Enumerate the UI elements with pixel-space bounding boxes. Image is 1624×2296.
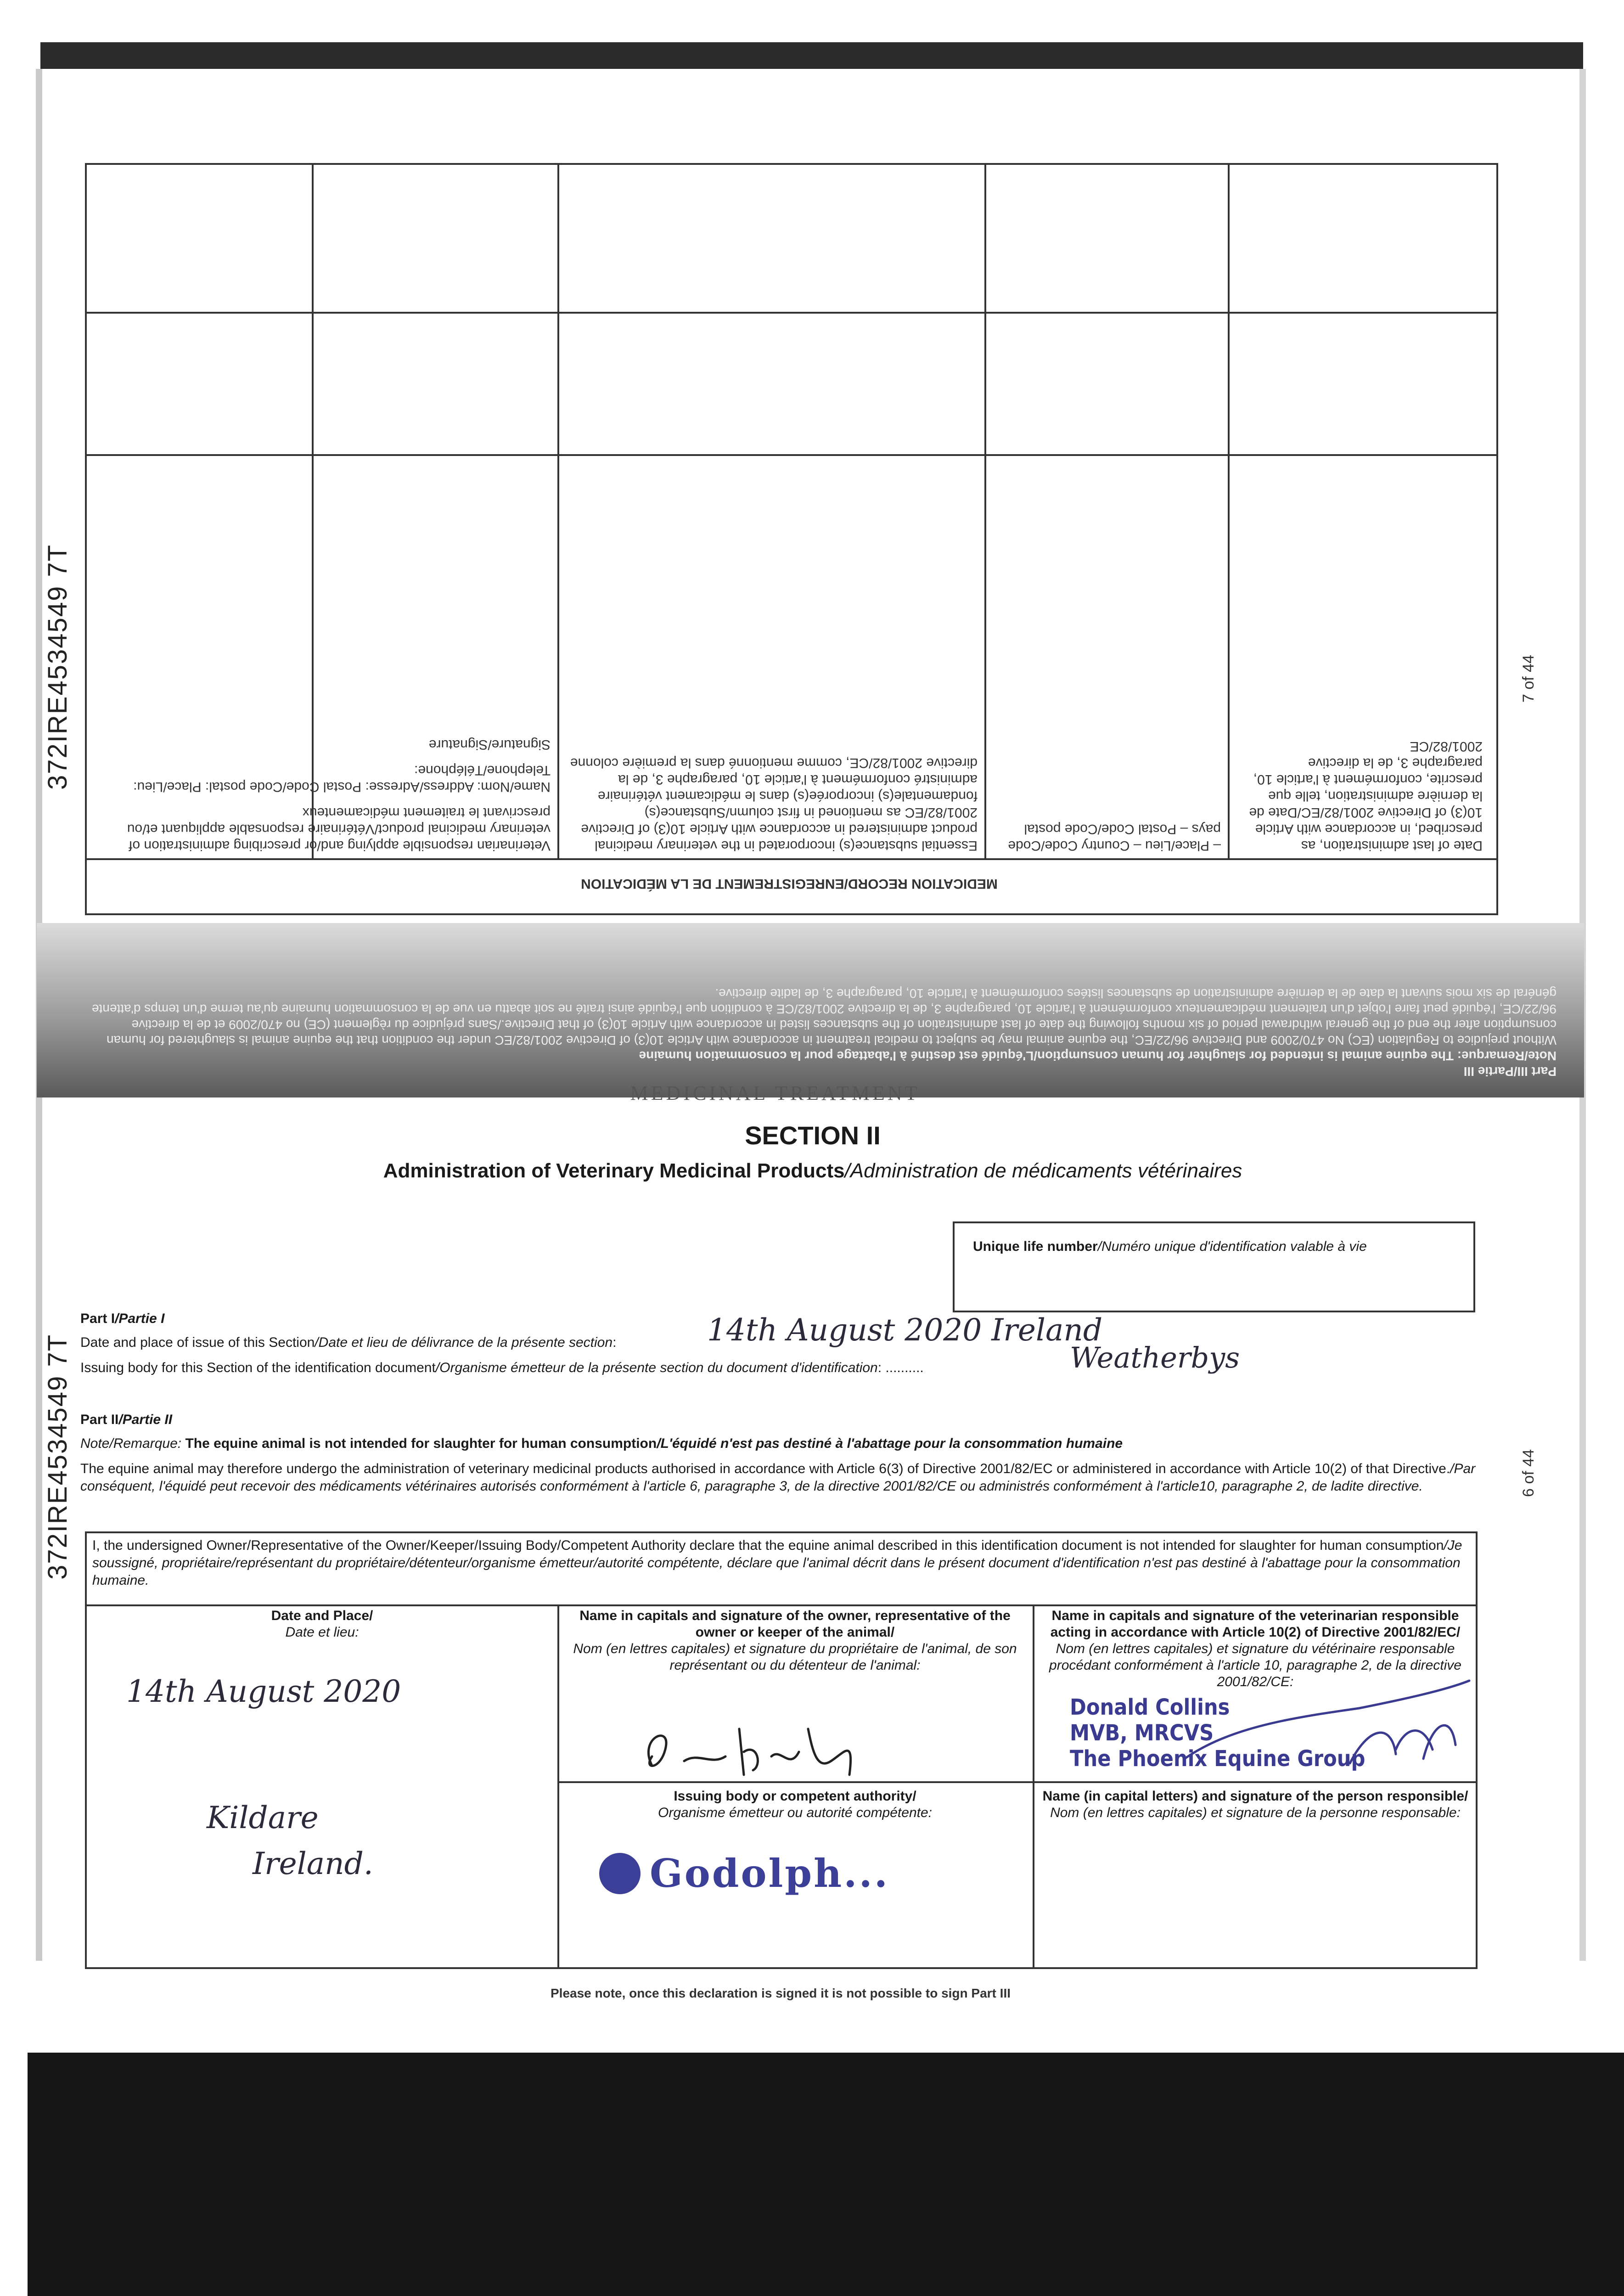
- section-title: SECTION II: [745, 1121, 881, 1150]
- table-row-divider: [87, 312, 1496, 314]
- declaration-text-fr: /Je soussigné, propriétaire/représentant du propriétaire/détenteur/organisme émetteur/autorité compétente, déclare que l'animal décrit dans le présent document d'identification n'est pas destiné à l'abattage pour la consommation humaine.: [92, 1538, 1462, 1588]
- part1-label: [80, 1311, 164, 1327]
- person-col-label-fr: Nom (en lettres capitales) et signature de la personne responsable:: [1050, 1805, 1461, 1820]
- owner-col-label-en: Name in capitals and signature of the owner, representative of the owner or keeper of the animal/: [579, 1608, 1011, 1640]
- part2-paragraph-fr: /Par conséquent, l'équidé peut recevoir des médicaments vétérinaires autorisés conformément à l'article 6, paragraphe 3, de la directive 2001/82/CE ou administrés conformément à l'article10, paragraphe 2, de ladite directive.: [80, 1461, 1476, 1494]
- part2-label: [80, 1412, 172, 1428]
- date-place-label-fr: /Date et lieu de délivrance de la présente section: [315, 1335, 613, 1350]
- date-place-issue-label: Date and place of issue of this Section/Date et lieu de délivrance de la présente section:: [80, 1335, 617, 1350]
- declaration-col-divider: [1033, 1604, 1034, 1967]
- declaration-place-line1: Kildare: [207, 1800, 319, 1835]
- owner-signature-mark: [634, 1711, 891, 1784]
- uln-label-fr: /Numéro unique d'identification valable à vie: [1097, 1239, 1367, 1254]
- issuing-body-label-fr: /Organisme émetteur de la présente section du document d'identification: [435, 1360, 878, 1375]
- vet-stamp-practice: The Phoenix Equine Group: [1070, 1746, 1366, 1772]
- section-subtitle-en: Administration of Veterinary Medicinal Products: [383, 1159, 845, 1182]
- part2-note-prefix: Note/Remarque:: [80, 1436, 185, 1451]
- declaration-date-value: 14th August 2020: [126, 1674, 401, 1709]
- date-place-col-header: [87, 1608, 557, 1641]
- medication-record-table: [85, 163, 1498, 915]
- date-place-col-label-fr: Date et lieu:: [285, 1625, 359, 1640]
- person-col-header: [1040, 1788, 1471, 1821]
- upper-table-title: [91, 863, 1487, 904]
- date-place-col-label-en: Date and Place/: [271, 1608, 373, 1623]
- upper-col-place: [991, 459, 1221, 854]
- upper-id-code: 372IRE4534549 7T: [43, 544, 73, 790]
- owner-col-label-fr: Nom (en lettres capitales) et signature du propriétaire de l'animal, de son représentant ou du détenteur de l'animal:: [573, 1641, 1017, 1673]
- medicinal-treatment-banner: MEDICINAL TREATMENT: [630, 1082, 920, 1104]
- part2-label-en: Part II: [80, 1412, 119, 1427]
- declaration-place-line2: Ireland.: [253, 1846, 373, 1881]
- godolphin-logo-icon: [599, 1853, 641, 1894]
- upper-col-date-text: Date of last administration, as prescribed, in accordance with Article 10(3) of Directive 2001/82/EC/Date de la dernière administration, telle que prescrite, conformément à l'article 10, paragraphe 3, de la directive 2001/82/CE: [1249, 739, 1483, 853]
- part2-label-fr: /Partie II: [118, 1412, 173, 1427]
- owner-col-header: [564, 1608, 1026, 1674]
- table-row-divider: [87, 454, 1496, 456]
- issuing-body-col-header: [564, 1788, 1026, 1821]
- upper-part3-body: Without prejudice to Regulation (EC) No 470/2009 and Directive 96/22/EC, the equine animal may be subject to medical treatment in accordance with Article 10(3) of Directive 2001/82/EC under the condition that the equine animal is slaughtered for human consumption after the end of the general withdrawal period of six months following the date of last administration of the substances listed in accordance with Article 10(3) of that Directive./Sans préjudice du règlement (CE) no 470/2009 et de la directive 96/22/CE, l'équidé peut faire l'objet d'un traitement médicamenteux conformément à l'article 10, paragraphe 3, de la directive 2001/82/CE à condition que l'équidé ainsi traité ne soit abattu en vue de la consommation humaine qu'au terme d'un temps d'attente général de six mois suivant la date de la dernière administration de substances listées conformément à l'article 10, paragraphe 3, de ladite directive.: [91, 986, 1557, 1047]
- scan-bottom-bar: [28, 2053, 1624, 2296]
- table-row-divider: [87, 858, 1496, 860]
- godolphin-logo-text: Godolph...: [650, 1851, 889, 1896]
- section-subtitle: [285, 1159, 1341, 1182]
- upper-col-substances-text: Essential substance(s) incorporated in the veterinary medicinal product administered in accordance with Article 10(3) of Directive 2001/82/EC as mentioned in first column/Substance(s) fondamentale(s) incorporée(s) dans le médicament vétérinaire administré conformément à l'article 10, paragraphe 3, de la directive 2001/82/CE, comme mentionné dans la première colonne: [570, 755, 978, 853]
- part2-paragraph: [80, 1460, 1476, 1495]
- table-col-divider: [1228, 165, 1230, 858]
- unique-life-number-box: [953, 1221, 1475, 1312]
- lower-page-number: 6 of 44: [1520, 1449, 1537, 1497]
- date-place-label-en: Date and place of issue of this Section: [80, 1335, 315, 1350]
- uln-label-en: Unique life number: [973, 1239, 1098, 1254]
- upper-col-date: [1235, 459, 1483, 854]
- vet-col-label-en: Name in capitals and signature of the veterinarian responsible acting in accordance with Article 10(2) of Directive 2001/82/EC/: [1050, 1608, 1461, 1640]
- upper-col-substances: [564, 459, 978, 854]
- upper-part3-text: [73, 928, 1557, 1079]
- person-col-label-en: Name (in capital letters) and signature of the person responsible/: [1042, 1789, 1468, 1804]
- upper-col-place-text: – Place/Lieu – Country Code/Code pays – Postal Code/Code postal: [1008, 822, 1221, 853]
- declaration-text-en: I, the undersigned Owner/Representative of the Owner/Keeper/Issuing Body/Competent Authority declare that the equine animal described in this identification document is not intended for slaughter for human consumption: [92, 1538, 1444, 1553]
- part1-label-fr: /Partie I: [115, 1311, 165, 1326]
- lower-id-code: 372IRE4534549 7T: [43, 1334, 73, 1580]
- part2-note-fr: /L'équidé n'est pas destiné à l'abattage pour la consommation humaine: [657, 1436, 1123, 1451]
- declaration-text: [92, 1537, 1470, 1589]
- declaration-footnote: Please note, once this declaration is signed it is not possible to sign Part III: [551, 1986, 1011, 2000]
- vet-stamp-name: Donald Collins: [1070, 1694, 1230, 1720]
- upper-col-veterinarian: [91, 459, 551, 854]
- vet-stamp-qualifications: MVB, MRCVS: [1070, 1720, 1214, 1746]
- scan-top-bar: [40, 42, 1583, 69]
- declaration-divider: [87, 1604, 1476, 1606]
- part2-paragraph-en: The equine animal may therefore undergo the administration of veterinary medicinal products authorised in accordance with Article 6(3) of Directive 2001/82/EC or administered in accordance with Article 10(2) of that Directive.: [80, 1461, 1450, 1476]
- issuing-body-col-label-fr: Organisme émetteur ou autorité compétente:: [658, 1805, 932, 1820]
- upper-table-title-text: MEDICATION RECORD/ENREGISTREMENT DE LA MÉDICATION: [581, 876, 998, 891]
- vet-signature-mark: [1175, 1671, 1478, 1777]
- upper-part3-label: Part III/Partie III: [1463, 1064, 1557, 1079]
- date-place-issue-value: 14th August 2020 Ireland: [707, 1312, 1103, 1348]
- upper-part3-note: Note/Remarque: The equine animal is intended for slaughter for human consumption/L'équidé est destiné à l'abattage pour la consommation humaine: [639, 1049, 1557, 1063]
- part1-label-en: Part I: [80, 1311, 115, 1326]
- vet-col-label-fr: Nom (en lettres capitales) et signature du vétérinaire responsable procédant conformément à l'article 10, paragraphe 2, de la directive 2001/82/CE:: [1049, 1641, 1461, 1689]
- upper-col-vet-text: Veterinarian responsible applying and/or prescribing administration of veterinary medicinal product/Vétérinaire responsable appliquant et/ou prescrivant le traitement médicamenteux: [127, 805, 551, 853]
- table-col-divider: [557, 165, 559, 858]
- uln-label: [973, 1239, 1367, 1255]
- part2-note: [80, 1435, 1458, 1452]
- issuing-body-col-label-en: Issuing body or competent authority/: [674, 1789, 916, 1804]
- issuing-body-label-en: Issuing body for this Section of the identification document: [80, 1360, 436, 1375]
- issuing-body-value: Weatherbys: [1070, 1341, 1240, 1374]
- table-col-divider: [984, 165, 986, 858]
- declaration-col-divider: [557, 1604, 559, 1967]
- upper-col-vet-signature: Signature/Signature: [428, 737, 551, 752]
- section-subtitle-fr: /Administration de médicaments vétérinaires: [844, 1159, 1242, 1182]
- issuing-body-label: Issuing body for this Section of the identification document/Organisme émetteur de la présente section du document d'identification: ..........: [80, 1360, 924, 1375]
- part2-note-en: The equine animal is not intended for slaughter for human consumption: [185, 1436, 657, 1451]
- upper-page-number: 7 of 44: [1520, 655, 1537, 703]
- upper-col-vet-fields: Name/Nom: Address/Adresse: Postal Code/Code postal: Place/Lieu: Telephone/Téléphone:: [133, 763, 551, 794]
- godolphin-logo: [599, 1841, 957, 1906]
